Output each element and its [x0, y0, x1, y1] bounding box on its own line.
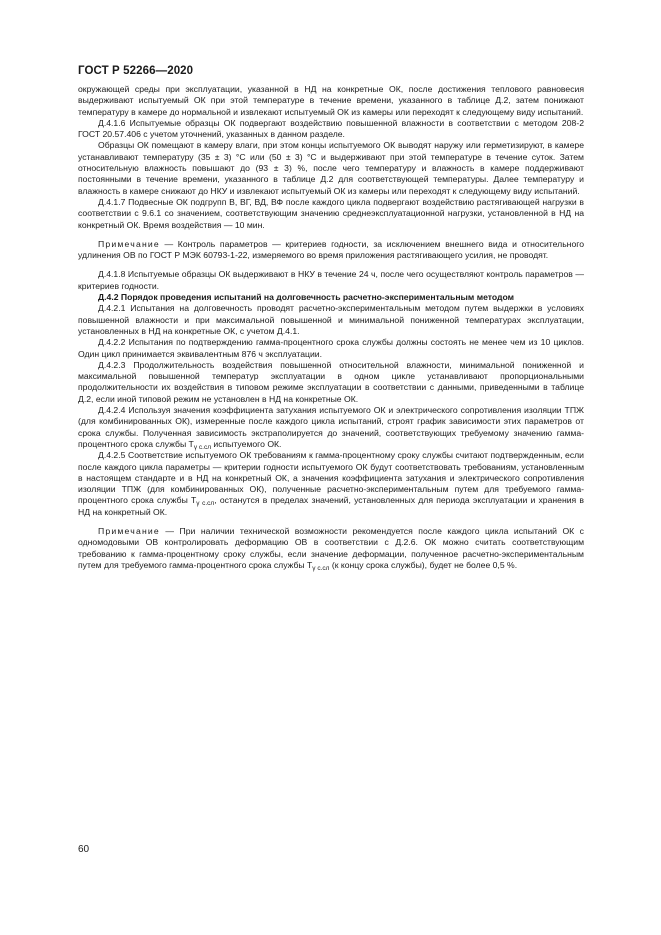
document-body: [78, 84, 584, 571]
note-2: [78, 526, 584, 571]
paragraph-d4-2-5: [78, 450, 584, 518]
paragraph-text: испытуемого ОК.: [210, 438, 282, 449]
paragraph-continuation: окружающей среды при эксплуатации, указанной в НД на конкретные ОК, после достижения теплового равновесия выдерживают испытуемый ОК при этой температуре в течение времени, указанного в таблице Д.2, затем понижают температуру в камере до нормальной и извлекают испытуемый ОК из камеры или переходят к следующему виду испытаний.: [78, 84, 584, 117]
paragraph-d4-2-3: Д.4.2.3 Продолжительность воздействия повышенной относительной влажности, минимальной пониженной и максимальной повышенной температур эксплуатации в одном цикле устанавливают пропорциональными продолжительности их воздействия в типовом режиме эксплуатации в соответствии с данными, приведенными в таблице Д.2, если иной типовой режим не установлен в НД на конкретные ОК.: [78, 359, 584, 404]
subscript-index: γ с.сл: [193, 443, 211, 451]
note-text: (к концу срока службы), будет не более 0,5 %.: [329, 559, 518, 570]
paragraph-text: Д.4.2.4 Используя значения коэффициента затухания испытуемого ОК и электрического сопротивления изоляции ТПЖ (для комбинированных ОК), измеренные после каждого цикла испытаний, строят график зависимости этих параметров от срока службы. Полученная зависимость экстраполируется до значений, соответствующих требуемому значению гамма-процентного срока службы T: [78, 405, 584, 449]
note-text: — При наличии технической возможности рекомендуется после каждого цикла испытаний ОК с одномодовыми ОВ контролировать деформацию ОВ в соответствии с Д.2.6. ОК можно считать соответствующим требованию к гамма-процентному сроку службы, если значение деформации, полученное расчетно-экспериментальным путем для требуемого гамма-процентного срока службы T: [78, 525, 584, 570]
paragraph-d4-1-6: Д.4.1.6 Испытуемые образцы ОК подвергают воздействию повышенной влажности в соответствии с методом 208-2 ГОСТ 20.57.406 с учетом уточнений, указанных в данном разделе.: [78, 117, 584, 140]
note-label: Примечание: [98, 525, 160, 536]
paragraph-text: Д.4.2.5 Соответствие испытуемого ОК требованиям к гамма-процентному сроку службы считают подтвержденным, если после каждого цикла параметры — критерии годности испытуемого ОК будут соответствовать требованиям, установленным в настоящем стандарте и в НД на конкретный ОК, а значения коэффициента затухания и электрического сопротивления изоляции ТПЖ (для комбинированных ОК), полученные расчетно-экспериментальным путем для требуемого гамма-процентного срока службы T: [78, 450, 584, 506]
paragraph-d4-1-8: Д.4.1.8 Испытуемые образцы ОК выдерживают в НКУ в течение 24 ч, после чего осуществляют контроль параметров — критериев годности.: [78, 269, 584, 291]
document-code: ГОСТ Р 52266—2020: [78, 65, 194, 77]
paragraph-text: , останутся в пределах значений, установленных для периода эксплуатации и хранения в НД на конкретный ОК.: [78, 495, 584, 517]
subscript-index: γ с.сл: [196, 500, 215, 508]
note-1: [78, 239, 584, 262]
note-label: Примечание: [98, 238, 160, 249]
paragraph-d4-2-1: Д.4.2.1 Испытания на долговечность проводят расчетно-экспериментальным методом путем выдержки в условиях повышенной влажности и при максимальной повышенной и минимальной пониженной температурах эксплуатации, установленных в НД на конкретные ОК, с учетом Д.4.1.: [78, 303, 584, 336]
paragraph-d4-2-2: Д.4.2.2 Испытания по подтверждению гамма-процентного срока службы должны состоять не менее чем из 10 циклов. Один цикл принимается эквивалентным 876 ч эксплуатации.: [78, 337, 584, 359]
paragraph-d4-2-4: [78, 405, 584, 450]
subscript-index: γ с.сл: [312, 564, 330, 572]
note-text: — Контроль параметров — критериев годности, за исключением внешнего вида и относительного удлинения ОВ по ГОСТ Р МЭК 60793-1-22, измеряемого во время приложения растягивающего усилия, не проводят.: [78, 238, 584, 261]
page-number: 60: [78, 844, 90, 855]
section-heading-d4-2: Д.4.2 Порядок проведения испытаний на долговечность расчетно-экспериментальным методом: [98, 292, 515, 303]
paragraph-humidity-chamber: Образцы ОК помещают в камеру влаги, при этом концы испытуемого ОК выводят наружу или герметизируют, в камере устанавливают температуру (35 ± 3) °С или (50 ± 3) °С и выдерживают при этой температуре в течение суток. Затем относительную влажность повышают до (93 ± 3) %, после чего температуру и влажность в камере поддерживают постоянными в течение времени, указанного в таблице Д.2 для соответствующей температуры. Далее температуру и влажность в камере снижают до НКУ и извлекают испытуемый ОК из камеры или переходят к следующему виду испытаний.: [78, 140, 584, 196]
paragraph-d4-1-7: Д.4.1.7 Подвесные ОК подгрупп В, ВГ, ВД, ВФ после каждого цикла подвергают воздействию растягивающей нагрузки в соответствии с 9.6.1 со значением, соответствующим значению среднеэксплуатационной нагрузки, установленной в НД на конкретный ОК. Время воздействия — 10 мин.: [78, 196, 584, 230]
